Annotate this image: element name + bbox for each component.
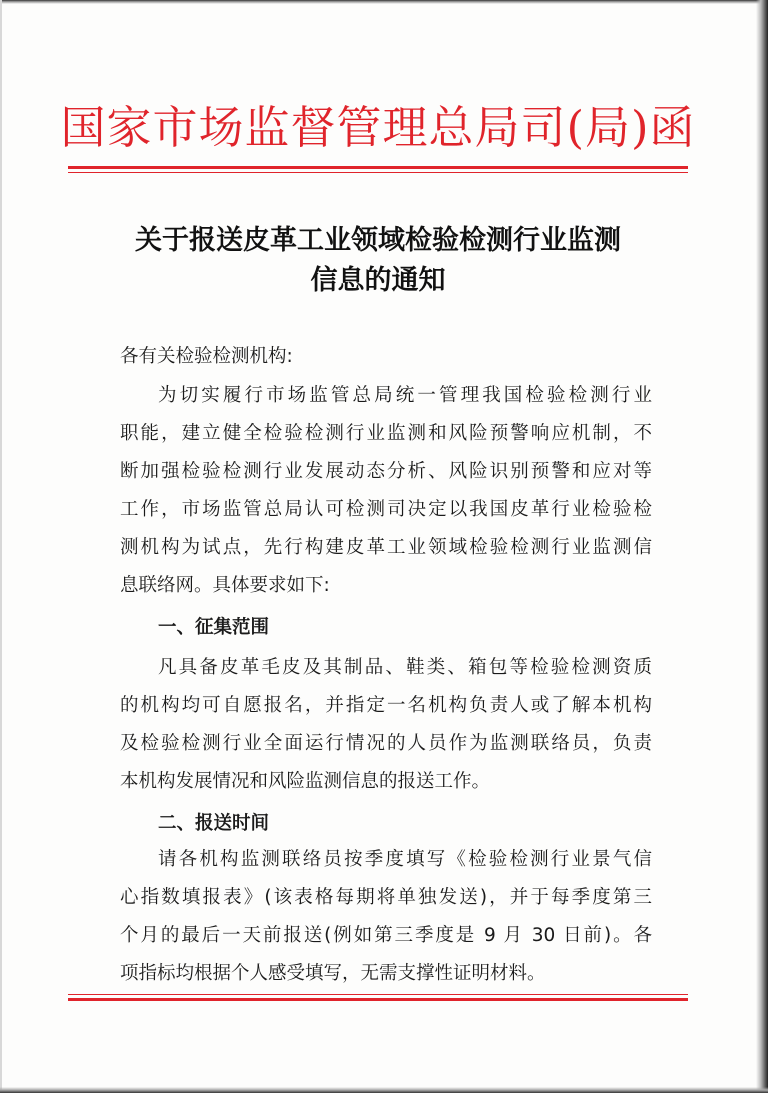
scan-edge-right: [756, 0, 768, 1093]
letterhead-rule-thick: [68, 166, 688, 169]
section-1-heading: 一、征集范围: [158, 617, 270, 638]
document-title-line-1: 关于报送皮革工业领域检验检测行业监测: [135, 225, 621, 256]
footer-rule-thick: [68, 998, 688, 1001]
section-1-line: 本机构发展情况和风险监测信息的报送工作。: [120, 771, 491, 792]
section-2-line: 请各机构监测联络员按季度填写《检验检测行业景气信: [158, 849, 652, 870]
letterhead-rule-thin: [68, 172, 688, 173]
intro-line: 为切实履行市场监管总局统一管理我国检验检测行业: [158, 385, 652, 406]
section-1-line: 及检验检测行业全面运行情况的人员作为监测联络员，负责: [120, 733, 652, 754]
section-2-line: 心指数填报表》(该表格每期将单独发送)，并于每季度第三: [120, 887, 652, 908]
section-2-heading: 二、报送时间: [158, 813, 270, 834]
footer-rule-thin: [68, 994, 688, 995]
salutation: 各有关检验检测机构:: [120, 346, 293, 367]
section-2-line: 项指标均根据个人感受填写，无需支撑性证明材料。: [120, 963, 546, 984]
letterhead-title: 国家市场监督管理总局司(局)函: [60, 101, 696, 154]
intro-line: 工作，市场监管总局认可检测司决定以我国皮革行业检验检: [120, 499, 652, 520]
intro-line: 断加强检验检测行业发展动态分析、风险识别预警和应对等: [120, 461, 652, 482]
section-1-line: 凡具备皮革毛皮及其制品、鞋类、箱包等检验检测资质: [158, 657, 652, 678]
section-1-line: 的机构均可自愿报名，并指定一名机构负责人或了解本机构: [120, 695, 652, 716]
document-title-line-2: 信息的通知: [310, 265, 446, 296]
intro-line: 息联络网。具体要求如下:: [120, 575, 330, 596]
scan-edge-bottom: [0, 1087, 768, 1093]
intro-line: 测机构为试点，先行构建皮革工业领域检验检测行业监测信: [120, 537, 652, 558]
scan-edge-left: [0, 0, 2, 1093]
scan-edge-top: [0, 0, 768, 4]
intro-line: 职能，建立健全检验检测行业监测和风险预警响应机制，不: [120, 423, 652, 444]
section-2-line: 个月的最后一天前报送(例如第三季度是 9 月 30 日前)。各: [120, 925, 652, 946]
